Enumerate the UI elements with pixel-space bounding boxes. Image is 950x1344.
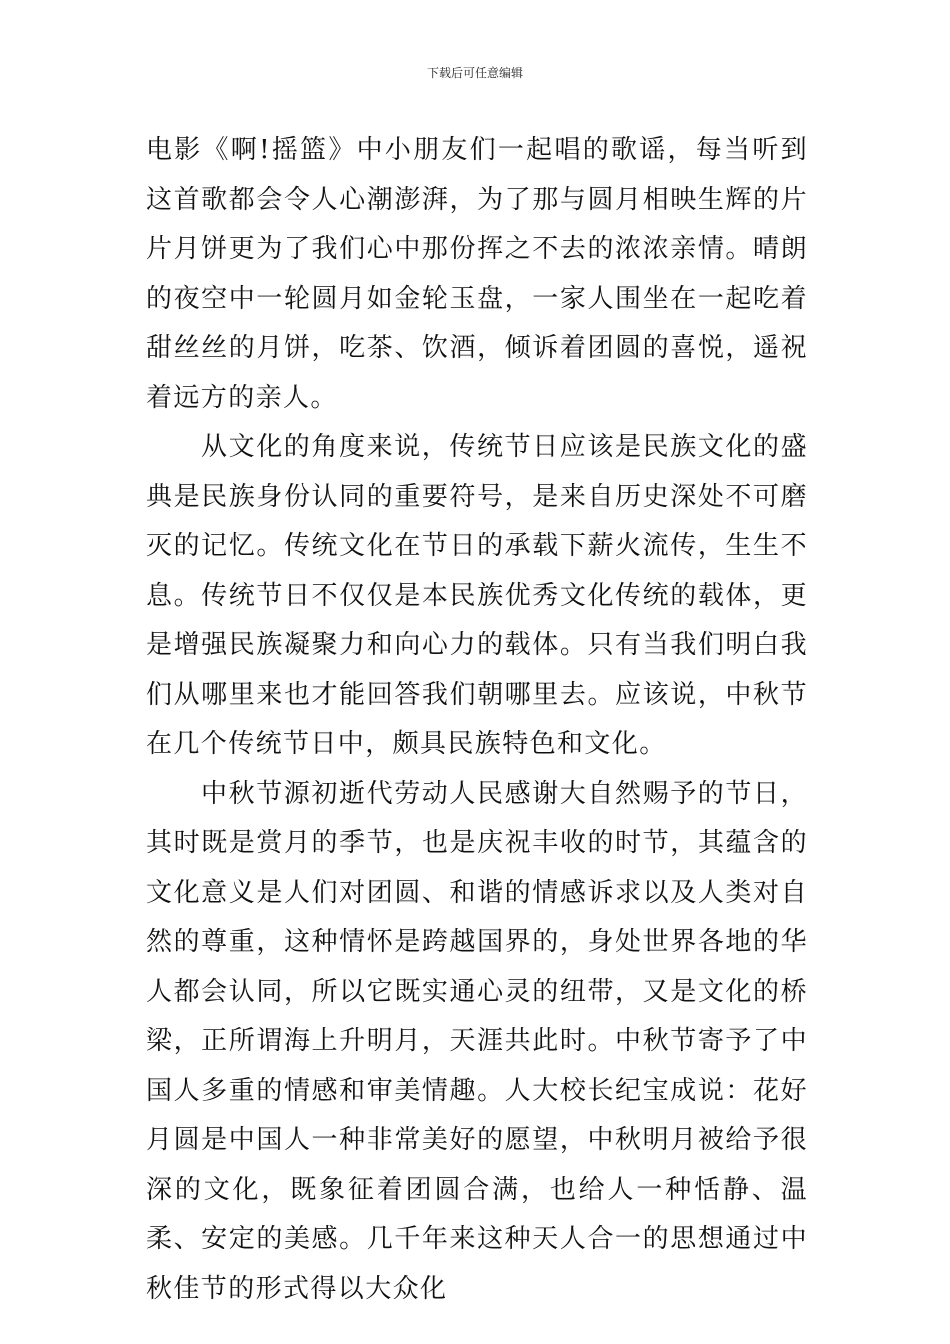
paragraph-2: 从文化的角度来说，传统节日应该是民族文化的盛典是民族身份认同的重要符号，是来自历史深处不可磨灭的记忆。传统文化在节日的承载下薪火流传，生生不息。传统节日不仅仅是本民族优秀文化传统的载体，更是增强民族凝聚力和向心力的载体。只有当我们明白我们从哪里来也才能回答我们朝哪里去。应该说，中秋节在几个传统节日中，颇具民族特色和文化。	[146, 432, 808, 759]
paragraph-1: 电影《啊!摇篮》中小朋友们一起唱的歌谣，每当听到这首歌都会令人心潮澎湃，为了那与圆月相映生辉的片片月饼更为了我们心中那份挥之不去的浓浓亲情。晴朗的夜空中一轮圆月如金轮玉盘，一家人围坐在一起吃着甜丝丝的月饼，吃茶、饮酒，倾诉着团圆的喜悦，遥祝着远方的亲人。	[146, 135, 808, 413]
page-header: 下载后可任意编辑	[426, 66, 523, 80]
document-body	[146, 126, 808, 1314]
paragraph-3: 中秋节源初逝代劳动人民感谢大自然赐予的节日，其时既是赏月的季节，也是庆祝丰收的时节，其蕴含的文化意义是人们对团圆、和谐的情感诉求以及人类对自然的尊重，这种情怀是跨越国界的，身处世界各地的华人都会认同，所以它既实通心灵的纽带，又是文化的桥梁，正所谓海上升明月，天涯共此时。中秋节寄予了中国人多重的情感和审美情趣。人大校长纪宝成说：花好月圆是中国人一种非常美好的愿望，中秋明月被给予很深的文化，既象征着团圆合满，也给人一种恬静、温柔、安定的美感。几千年来这种天人合一的思想通过中秋佳节的形式得以大众化	[146, 778, 808, 1304]
